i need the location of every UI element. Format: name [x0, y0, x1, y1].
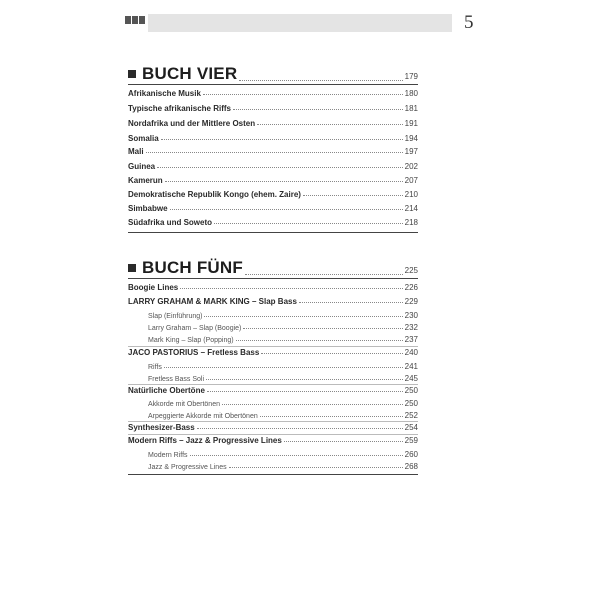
dot-leader — [180, 288, 402, 289]
entry-divider — [128, 384, 418, 385]
dot-leader — [261, 353, 402, 354]
toc-entry — [128, 119, 418, 128]
entry-label: Jazz & Progressive Lines — [148, 464, 227, 471]
square-bullet-icon — [128, 264, 136, 272]
section-end-rule — [128, 474, 418, 475]
dot-leader — [207, 391, 403, 392]
toc-entry — [128, 423, 418, 432]
entry-page: 250 — [404, 399, 418, 408]
entry-label: Larry Graham – Slap (Boogie) — [148, 325, 242, 332]
dot-leader — [243, 328, 402, 329]
entry-label: Nordafrika und der Mittlere Osten — [128, 119, 256, 128]
entry-page: 254 — [404, 423, 418, 432]
toc-entry — [128, 176, 418, 185]
entry-page: 232 — [404, 323, 418, 332]
toc-subentry — [148, 374, 418, 383]
entry-label: Modern Riffs — [148, 452, 188, 459]
dot-leader — [165, 181, 403, 182]
entry-label: Demokratische Republik Kongo (ehem. Zaire) — [128, 190, 301, 199]
dot-leader — [161, 139, 403, 140]
entry-page: 229 — [404, 297, 418, 306]
entry-page: 180 — [404, 89, 418, 98]
dot-leader — [203, 94, 403, 95]
entry-page: 210 — [404, 190, 418, 199]
dot-leader — [214, 223, 403, 224]
entry-label: Mark King – Slap (Popping) — [148, 337, 234, 344]
dot-leader — [260, 416, 403, 417]
entry-divider — [128, 434, 418, 435]
dot-leader — [204, 316, 402, 317]
dot-leader — [245, 274, 403, 275]
entry-page: 250 — [404, 386, 418, 395]
toc-entry — [128, 283, 418, 292]
entry-label: Fretless Bass Soli — [148, 376, 205, 383]
entry-page: 194 — [404, 134, 418, 143]
entry-label: Arpeggierte Akkorde mit Obertönen — [148, 413, 258, 420]
entry-label: Synthesizer-Bass — [128, 423, 195, 432]
entry-label: Kamerun — [128, 176, 163, 185]
toc-subentry — [148, 399, 418, 408]
toc-subentry — [148, 450, 418, 459]
entry-label: Simbabwe — [128, 204, 168, 213]
toc-entry — [128, 218, 418, 227]
entry-page: 268 — [404, 462, 418, 471]
section-page: 179 — [404, 72, 418, 81]
entry-page: 218 — [404, 218, 418, 227]
entry-label: Typische afrikanische Riffs — [128, 104, 231, 113]
dot-leader — [303, 195, 403, 196]
dot-leader — [197, 428, 403, 429]
entry-page: 237 — [404, 335, 418, 344]
toc-entry — [128, 386, 418, 395]
entry-page: 197 — [404, 147, 418, 156]
dot-leader — [157, 167, 403, 168]
dot-leader — [164, 367, 403, 368]
dot-leader — [222, 404, 403, 405]
entry-divider — [128, 421, 418, 422]
entry-label: Boogie Lines — [128, 283, 179, 292]
toc-subentry — [148, 362, 418, 371]
toc-entry — [128, 436, 418, 445]
entry-label: JACO PASTORIUS – Fretless Bass — [128, 348, 260, 357]
entry-page: 241 — [404, 362, 418, 371]
entry-label: Somalia — [128, 134, 159, 143]
toc-entry — [128, 297, 418, 306]
entry-page: 202 — [404, 162, 418, 171]
toc-entry — [128, 134, 418, 143]
section-title: BUCH FÜNF — [142, 258, 243, 277]
entry-page: 230 — [404, 311, 418, 320]
entry-page: 191 — [404, 119, 418, 128]
header-bar — [148, 14, 452, 32]
entry-page: 181 — [404, 104, 418, 113]
dot-leader — [284, 441, 403, 442]
entry-page: 207 — [404, 176, 418, 185]
entry-divider — [128, 346, 418, 347]
dot-leader — [146, 152, 403, 153]
entry-page: 252 — [404, 411, 418, 420]
toc-subentry — [148, 411, 418, 420]
square-bullet-icon — [128, 70, 136, 78]
entry-label: Natürliche Obertöne — [128, 386, 205, 395]
entry-label: Slap (Einführung) — [148, 313, 203, 320]
toc-subentry — [148, 323, 418, 332]
dot-leader — [257, 124, 403, 125]
entry-page: 240 — [404, 348, 418, 357]
section-rule — [128, 84, 418, 85]
dot-leader — [206, 379, 403, 380]
toc-subentry — [148, 311, 418, 320]
toc-entry — [128, 147, 418, 156]
entry-page: 214 — [404, 204, 418, 213]
toc-entry — [128, 89, 418, 98]
dot-leader — [170, 209, 403, 210]
entry-label: Guinea — [128, 162, 156, 171]
page-number: 5 — [464, 12, 474, 33]
entry-label: LARRY GRAHAM & MARK KING – Slap Bass — [128, 297, 297, 306]
section-heading — [128, 258, 418, 278]
dot-leader — [299, 302, 403, 303]
toc-entry — [128, 104, 418, 113]
section-page: 225 — [404, 266, 418, 275]
entry-label: Modern Riffs – Jazz & Progressive Lines — [128, 436, 282, 445]
section-end-rule — [128, 232, 418, 233]
section-rule — [128, 278, 418, 279]
entry-page: 259 — [404, 436, 418, 445]
dot-leader — [239, 80, 402, 81]
entry-page: 226 — [404, 283, 418, 292]
entry-label: Südafrika und Soweto — [128, 218, 213, 227]
dot-leader — [190, 455, 403, 456]
toc-subentry — [148, 462, 418, 471]
entry-page: 260 — [404, 450, 418, 459]
dot-leader — [233, 109, 403, 110]
entry-label: Mali — [128, 147, 144, 156]
entry-label: Riffs — [148, 364, 162, 371]
dot-leader — [236, 340, 403, 341]
toc-subentry — [148, 335, 418, 344]
toc-entry — [128, 204, 418, 213]
dot-leader — [229, 467, 403, 468]
toc-entry — [128, 190, 418, 199]
section-title: BUCH VIER — [142, 64, 238, 83]
entry-page: 245 — [404, 374, 418, 383]
section-heading — [128, 64, 418, 84]
entry-label: Akkorde mit Obertönen — [148, 401, 220, 408]
toc-entry — [128, 162, 418, 171]
toc-entry — [128, 348, 418, 357]
publisher-logo — [125, 16, 145, 24]
entry-label: Afrikanische Musik — [128, 89, 201, 98]
